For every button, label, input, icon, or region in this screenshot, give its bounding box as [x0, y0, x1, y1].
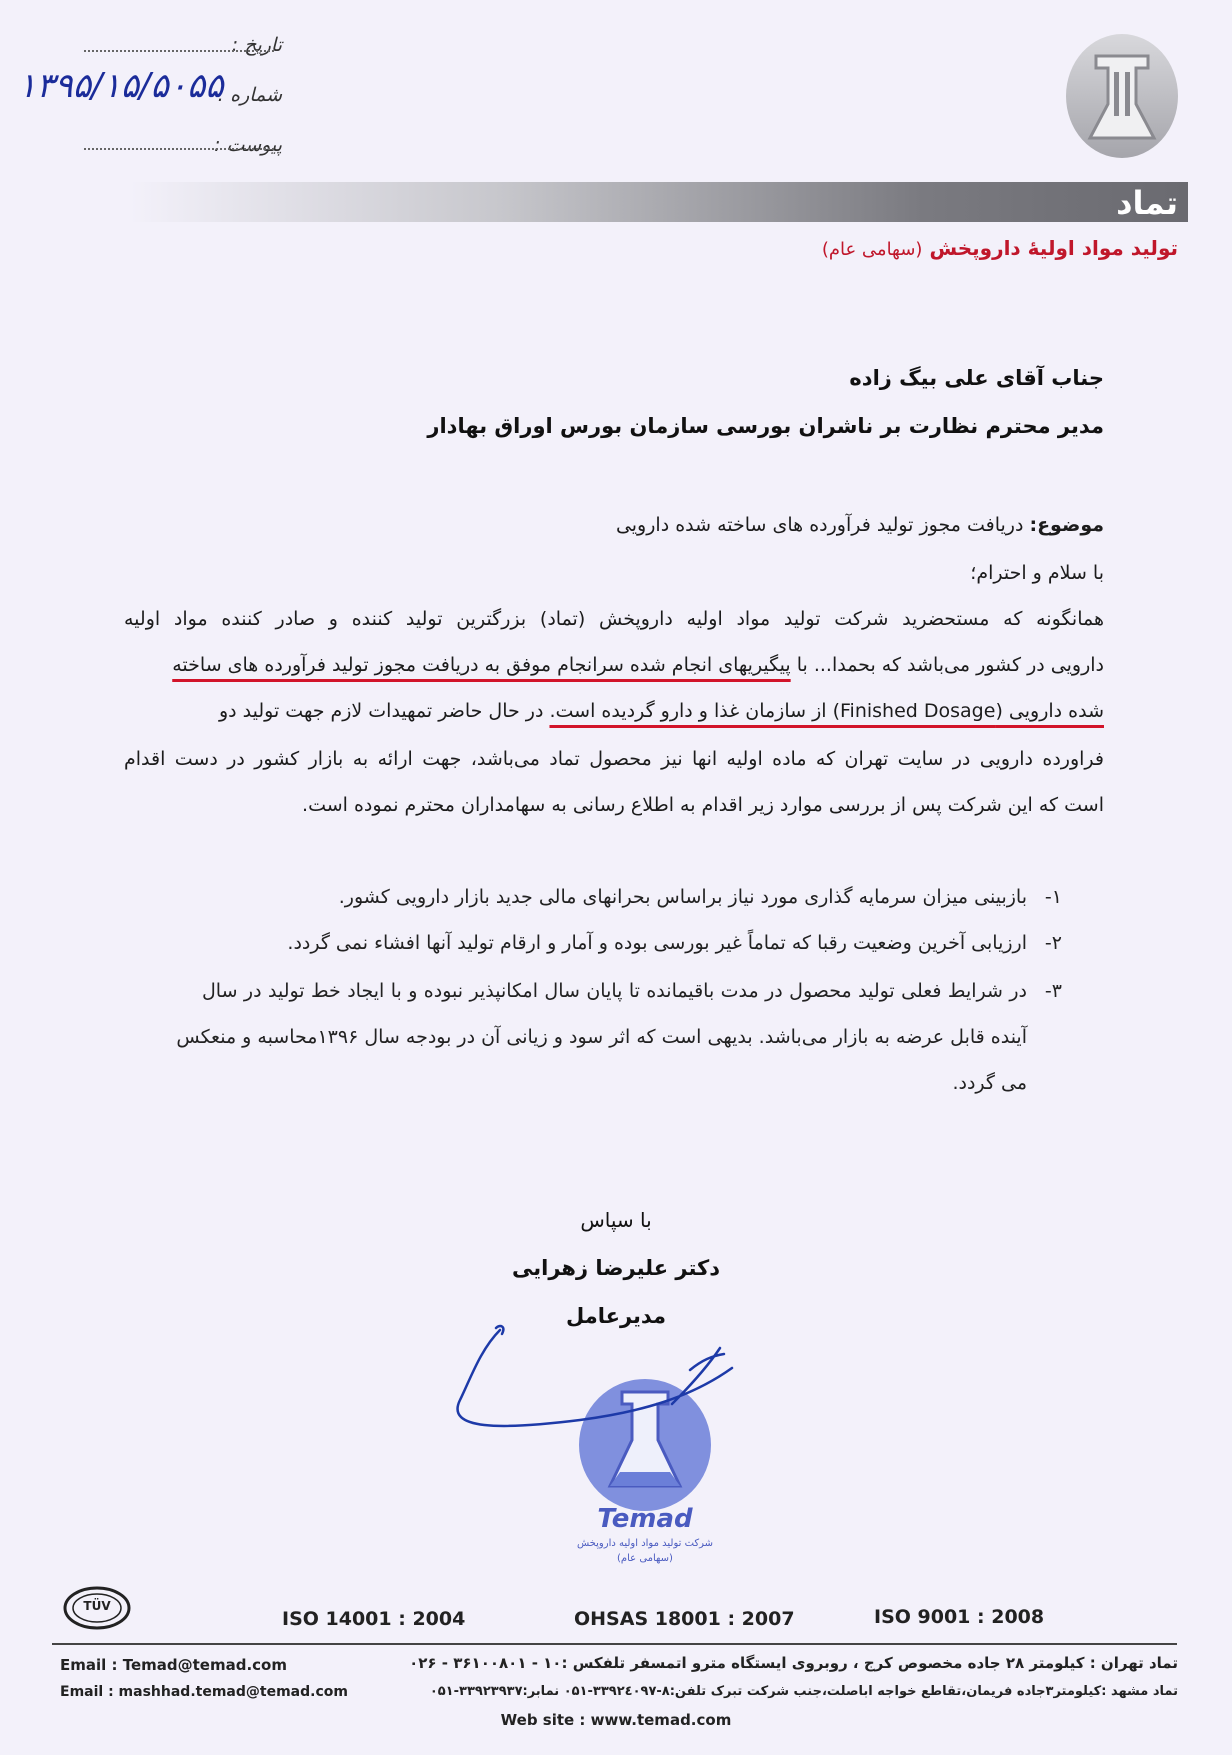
- signer-role: مدیرعامل: [565, 1304, 667, 1328]
- header-band: [130, 182, 1188, 222]
- item-3-text-3: می گردد.: [952, 1072, 1027, 1094]
- paragraph-line-3: [219, 700, 1104, 722]
- addressee-name: جناب آقای علی بیگ زاده: [849, 366, 1104, 390]
- highlighted-text-2: شده دارویی (Finished Dosage) از سازمان غذا و دارو گردیده است.: [549, 700, 1104, 722]
- date-line: [84, 50, 274, 52]
- subject-text: دریافت مجوز تولید فرآورده های ساخته شده دارویی: [615, 514, 1030, 536]
- greeting: با سلام و احترام؛: [970, 562, 1104, 584]
- iso-14001: ISO 14001 : 2004: [282, 1608, 466, 1630]
- ohsas-18001: OHSAS 18001 : 2007: [574, 1608, 795, 1630]
- item-1-number: ۱-: [1044, 886, 1062, 908]
- company-logo-icon: [1066, 34, 1178, 158]
- paragraph-line-5: است که این شرکت پس از بررسی موارد زیر اقدام به اطلاع رسانی به سهامداران محترم نموده است.: [302, 794, 1104, 816]
- paragraph-line-1: همانگونه که مستحضرید شرکت تولید مواد اولیه داروپخش (تماد) بزرگترین تولید کننده و صادر کننده مواد اولیه: [124, 608, 1104, 630]
- tehran-address: تماد تهران : کیلومتر ۲۸ جاده مخصوص کرج ، روبروی ایستگاه مترو اتمسفر تلفکس :۱۰ - ۳۶۱۰۰۸۰۱ - ۰۲۶: [409, 1654, 1178, 1672]
- paragraph-line-3-end: در حال حاضر تمهیدات لازم جهت تولید دو: [218, 700, 550, 722]
- stamp-line-2: (سهامی عام): [617, 1553, 673, 1564]
- tuv-logo-icon: [62, 1585, 132, 1631]
- item-3-text-2: آینده قابل عرضه به بازار می‌باشد. بدیهی است که اثر سود و زیانی آن در بودجه سال ۱۳۹۶محاسبه و منعکس: [176, 1026, 1027, 1048]
- paragraph-line-2-start: دارویی در کشور می‌باشد که بحمدا... با: [790, 654, 1104, 676]
- mashhad-address: تماد مشهد :کیلومتر۳جاده فریمان،تقاطع خواجه اباصلت،جنب شرکت تبرک تلفن:۸-۳۳۹۲٤۰۹۷-۰۵۱ نمابر:۳۳۹۲۳۹۳۷-۰۵۱: [429, 1684, 1178, 1699]
- mashhad-email: Email : mashhad.temad@temad.com: [60, 1684, 348, 1700]
- tuv-text: TÜV: [83, 1599, 111, 1613]
- stamp-brand: Temad: [597, 1504, 693, 1534]
- brand-band-name: تماد: [1116, 184, 1178, 222]
- footer-divider: [52, 1643, 1177, 1645]
- addressee-title: مدیر محترم نظارت بر ناشران بورسی سازمان بورس اوراق بهادار: [427, 414, 1104, 438]
- item-3-text: در شرایط فعلی تولید محصول در مدت باقیمانده تا پایان سال امکانپذیر نبوده و با ایجاد خط تولید در سال: [202, 980, 1027, 1002]
- tehran-email: Email : Temad@temad.com: [60, 1656, 287, 1674]
- paragraph-line-2: [172, 654, 1104, 676]
- signer-name: دکتر علیرضا زهرایی: [511, 1256, 721, 1280]
- subject-label: موضوع:: [1029, 514, 1104, 536]
- closing-thanks: با سپاس: [580, 1208, 652, 1232]
- date-label: تاریخ :: [231, 34, 282, 56]
- highlighted-text-1: پیگیریهای انجام شده سرانجام موفق به دریافت مجوز تولید فرآورده های ساخته: [172, 654, 791, 676]
- company-name: [822, 236, 1178, 260]
- item-1-text: بازبینی میزان سرمایه گذاری مورد نیاز براساس بحرانهای مالی جدید بازار دارویی کشور.: [338, 886, 1027, 908]
- handwritten-signature: [440, 1320, 780, 1450]
- attachment-line: [84, 148, 274, 150]
- number-label: شماره :: [217, 84, 282, 106]
- iso-9001: ISO 9001 : 2008: [874, 1606, 1045, 1628]
- subject-line: [616, 514, 1104, 536]
- company-legal: (سهامی عام): [821, 239, 923, 260]
- item-2-text: ارزیابی آخرین وضعیت رقبا که تماماً غیر بورسی بوده و آمار و ارقام تولید آنها افشاء نمی گردد.: [287, 932, 1027, 954]
- attachment-label: پیوست :: [214, 134, 282, 156]
- paragraph-line-4: فراورده دارویی در سایت تهران که ماده اولیه انها نیز محصول تماد می‌باشد، جهت ارائه به بازار کشور در دست اقدام: [124, 748, 1104, 770]
- company-name-text: تولید مواد اولیهٔ داروپخش: [929, 236, 1178, 260]
- website: Web site : www.temad.com: [500, 1711, 732, 1729]
- item-2-number: ۲-: [1044, 932, 1062, 954]
- letter-number: ۱۳۹۵/۱۵/۵۰۵۵: [18, 66, 224, 106]
- stamp-line-1: شرکت تولید مواد اولیه داروپخش: [576, 1538, 714, 1549]
- item-3-number: ۳-: [1044, 980, 1062, 1002]
